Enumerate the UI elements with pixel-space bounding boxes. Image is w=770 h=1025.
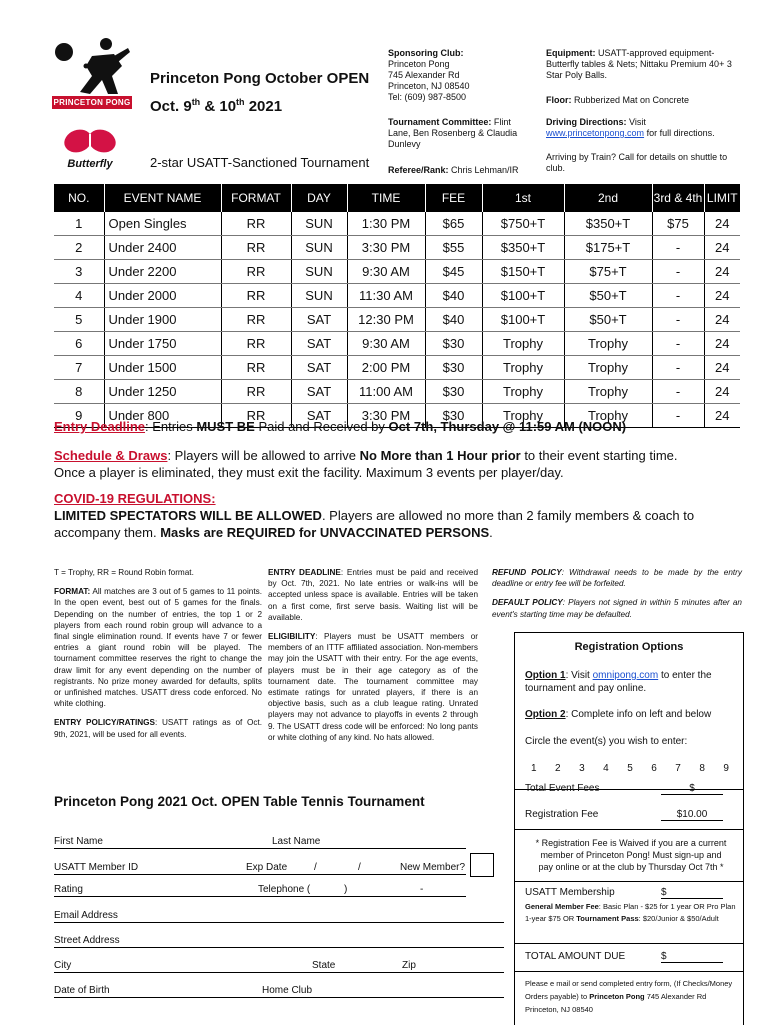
col-header: 3rd & 4th [652,184,704,212]
table-cell: 24 [704,284,740,308]
table-row [54,356,740,380]
col-header: DAY [291,184,347,212]
email-label: Email Address [54,910,118,921]
table-cell: 24 [704,236,740,260]
table-cell: 5 [54,308,104,332]
event-dates: Oct. 9th & 10th 2021 [150,97,283,115]
dob-line[interactable] [54,997,504,998]
table-cell: 8 [54,380,104,404]
event-number-list [531,763,729,774]
floor-info: Floor: Rubberized Mat on Concrete [546,95,690,105]
covid-notice: COVID-19 REGULATIONS: LIMITED SPECTATORS WILL BE ALLOWED. Players are allowed no more than 2 family members & coach to accompany them. Masks are REQUIRED for UNVACCINATED PERSONS. [54,491,695,540]
table-cell: Under 1750 [104,332,221,356]
table-cell: Trophy [482,332,564,356]
table-cell: $50+T [564,308,652,332]
table-cell: $30 [425,356,482,380]
schedule-notice: Schedule & Draws: Players will be allowed to arrive No More than 1 Hour prior to their event starting time. Once a player is eliminated, they must exit the facility. Maximum 3 events per player/day. [54,448,678,480]
col-header: FORMAT [221,184,291,212]
rating-label: Rating [54,884,83,895]
table-cell: 1:30 PM [347,212,425,236]
rules-column-1: T = Trophy, RR = Round Robin format. FORMAT: All matches are 3 out of 5 games to 11 points. In the open event, best out of 5 games for the finals. Depending on the number of entries, the top 1 or 2 players from each round robin group will advance to a final single elimination round. If events have 7 or fewer entries a giant round robin will be played. The tournament committee reserves the right to change the draw limit for any event depending on the number of registrants. No prize money awarded for defaults, splits or unfinished matches. USATT dress code enforced. No white clothing. ENTRY POLICY/RATINGS: USATT ratings as of Oct. 9th, 2021, will be used for all events. [54,568,263,739]
id-line[interactable] [54,874,466,875]
registration-fee-label: Registration Fee [525,809,599,820]
table-cell: Trophy [564,404,652,428]
train-info: Arriving by Train? Call for details on shuttle to club. [546,152,728,173]
butterfly-logo-icon [58,128,122,178]
table-cell: 2 [54,236,104,260]
rules-column-2: ENTRY DEADLINE: Entries must be paid and received by Oct. 7th, 2021. No late entries or walk-ins will be accepted unless space is available. Entries will be taken on a first come, first serve basis. Waiting list will be available. ELIGIBILITY: Players must be USATT members or members of an ITTF affiliated association. Non-members may join the USATT with their entry. For the age events, players must be in their age category as of the tournament date. The tournament committee may estimate ratings for unrated players, if there is an objective basis, such as a club league rating. Unrated players may not advance to playoffs in events 2 through 9. The USATT dress code will be enforced: No long pants or white clothing of any kind. No hats allowed. [268,568,479,742]
usatt-id-label: USATT Member ID [54,862,139,873]
table-cell: RR [221,236,291,260]
table-cell: 4 [54,284,104,308]
table-row [54,284,740,308]
new-member-label: New Member? [400,862,466,873]
table-cell: 24 [704,308,740,332]
table-cell: SAT [291,404,347,428]
table-cell: 24 [704,260,740,284]
entry-deadline-notice: Entry Deadline: Entries MUST BE Paid and Received by Oct 7th, Thursday @ 11:59 AM (NOON) [54,419,627,434]
table-cell: $75+T [564,260,652,284]
name-line[interactable] [54,848,466,849]
event-number-option[interactable]: 2 [555,763,561,774]
last-name-label: Last Name [272,836,321,847]
membership-note: General Member Fee: Basic Plan - $25 for 1 year OR Pro Plan 1-year $75 OR Tournament Pass: $20/Junior & $50/Adult [525,902,736,923]
table-cell: RR [221,284,291,308]
street-line[interactable] [54,947,504,948]
directions-link[interactable]: www.princetonpong.com [546,128,645,138]
table-cell: RR [221,332,291,356]
table-row [54,308,740,332]
table-cell: - [652,236,704,260]
sponsor-info: Sponsoring Club: Princeton Pong 745 Alexander Rd Princeton, NJ 08540 Tel: (609) 987-8500 [388,48,470,102]
table-cell: SUN [291,236,347,260]
event-number-option[interactable]: 3 [579,763,585,774]
exp-date-label: Exp Date [246,862,288,873]
table-cell: 12:30 PM [347,308,425,332]
table-cell: 9:30 AM [347,260,425,284]
total-due-label: TOTAL AMOUNT DUE [525,951,626,962]
table-cell: Under 2000 [104,284,221,308]
table-cell: $100+T [482,284,564,308]
event-number-option[interactable]: 7 [675,763,681,774]
table-cell: $175+T [564,236,652,260]
exp-date-sep: / [358,862,361,873]
table-cell: 3 [54,260,104,284]
event-number-option[interactable]: 4 [603,763,609,774]
table-cell: 11:00 AM [347,380,425,404]
option-2: Option 2: Complete info on left and below [525,709,712,720]
event-number-option[interactable]: 5 [627,763,633,774]
table-cell: Under 2200 [104,260,221,284]
table-cell: - [652,404,704,428]
page-subtitle: 2-star USATT-Sanctioned Tournament [150,155,370,170]
street-label: Street Address [54,935,120,946]
table-row [54,332,740,356]
table-cell: SAT [291,308,347,332]
events-header-row [54,184,740,212]
total-due-field[interactable]: $ [661,951,723,963]
table-cell: - [652,332,704,356]
table-row [54,380,740,404]
omnipong-link[interactable]: omnipong.com [592,670,659,681]
table-cell: 2:00 PM [347,356,425,380]
col-header: 1st [482,184,564,212]
table-cell: Trophy [482,356,564,380]
waived-note: * Registration Fee is Waived if you are a current member of Princeton Pong! Must sign-up and pay online or at the club by Thursday Oct 7th * [535,838,727,872]
table-cell: RR [221,356,291,380]
table-cell: 24 [704,212,740,236]
circle-instructions: Circle the event(s) you wish to enter: [525,736,688,747]
table-cell: - [652,356,704,380]
registration-title: Registration Options [574,641,684,653]
new-member-checkbox[interactable] [470,853,494,877]
table-cell: 1 [54,212,104,236]
state-label: State [312,960,336,971]
table-cell: 3:30 PM [347,236,425,260]
table-cell: Trophy [564,332,652,356]
table-cell: Under 1250 [104,380,221,404]
committee-info: Tournament Committee: Flint Lane, Ben Rosenberg & Claudia Dunlevy [388,117,518,149]
dob-label: Date of Birth [54,985,110,996]
directions-info: Driving Directions: Visit www.princetonpong.com for full directions. [546,117,715,138]
registration-options-box [514,632,744,1025]
table-cell: RR [221,260,291,284]
table-cell: - [652,260,704,284]
exp-date-sep: / [314,862,317,873]
table-cell: $75 [652,212,704,236]
membership-label: USATT Membership [525,887,615,898]
table-cell: $45 [425,260,482,284]
table-cell: 9:30 AM [347,332,425,356]
table-cell: 3:30 PM [347,404,425,428]
first-name-label: First Name [54,836,103,847]
event-number-option[interactable]: 9 [723,763,729,774]
telephone-dash: - [420,884,424,895]
city-line[interactable] [54,972,504,973]
table-cell: Open Singles [104,212,221,236]
membership-field[interactable]: $ [661,887,723,899]
equipment-info: Equipment: USATT-approved equipment- Butterfly tables & Nets; Nittaku Premium 40+ 3 Star Poly Balls. [546,48,732,80]
table-cell: $150+T [482,260,564,284]
table-cell: 24 [704,404,740,428]
total-event-fees-label: Total Event Fees [525,783,600,794]
table-cell: 11:30 AM [347,284,425,308]
table-cell: $40 [425,308,482,332]
option-1: Option 1: Visit omnipong.com to enter the tournament and pay online. [525,670,712,694]
city-label: City [54,960,72,971]
table-cell: 24 [704,380,740,404]
col-header: 2nd [564,184,652,212]
col-header: NO. [54,184,104,212]
event-number-option[interactable]: 6 [651,763,657,774]
table-cell: 24 [704,356,740,380]
rules-column-3: REFUND POLICY: Withdrawal needs to be made by the entry deadline or entry fee will be forfeited. DEFAULT POLICY: Players not signed in within 5 minutes after an event's starting time may be defaulted. [492,568,742,619]
email-line[interactable] [54,922,504,923]
table-cell: RR [221,212,291,236]
col-header: EVENT NAME [104,184,221,212]
table-cell: $30 [425,404,482,428]
table-cell: SAT [291,380,347,404]
table-cell: 6 [54,332,104,356]
table-cell: $65 [425,212,482,236]
table-cell: Trophy [564,356,652,380]
total-event-fees-field[interactable]: $ [661,783,723,795]
zip-label: Zip [402,960,416,971]
table-cell: SUN [291,284,347,308]
table-cell: Under 1900 [104,308,221,332]
table-row [54,236,740,260]
table-cell: $100+T [482,308,564,332]
table-cell: $55 [425,236,482,260]
col-header: LIMIT [704,184,740,212]
col-header: TIME [347,184,425,212]
telephone-label: Telephone ( [258,884,311,895]
table-cell: Trophy [564,380,652,404]
table-cell: Under 800 [104,404,221,428]
table-cell: $30 [425,332,482,356]
table-cell: SUN [291,260,347,284]
rating-line[interactable] [54,896,466,897]
table-cell: SUN [291,212,347,236]
registration-fee-value: $10.00 [661,809,723,821]
page-title: Princeton Pong October OPEN [150,70,370,87]
table-cell: 24 [704,332,740,356]
table-cell: RR [221,308,291,332]
telephone-paren: ) [344,884,348,895]
table-cell: Under 1500 [104,356,221,380]
table-row [54,212,740,236]
table-cell: $30 [425,380,482,404]
butterfly-wordmark: Butterfly [67,158,113,170]
logo-wordmark: PRINCETON PONG [53,98,131,107]
table-cell: - [652,284,704,308]
table-cell: 7 [54,356,104,380]
form-title: Princeton Pong 2021 Oct. OPEN Table Tennis Tournament [54,794,425,809]
event-number-option[interactable]: 8 [699,763,705,774]
table-cell: Trophy [482,380,564,404]
table-cell: RR [221,404,291,428]
table-cell: $750+T [482,212,564,236]
mail-note: Please e mail or send completed entry form, (If Checks/Money Orders payable) to Princeton Pong 745 Alexander Rd Princeton, NJ 08540 [525,979,733,1014]
table-cell: - [652,380,704,404]
table-cell: SAT [291,332,347,356]
event-number-option[interactable]: 1 [531,763,537,774]
col-header: FEE [425,184,482,212]
table-cell: $50+T [564,284,652,308]
table-cell: $350+T [564,212,652,236]
table-cell: Trophy [482,404,564,428]
table-cell: Under 2400 [104,236,221,260]
table-row [54,260,740,284]
home-club-label: Home Club [262,985,313,996]
table-cell: 9 [54,404,104,428]
table-cell: - [652,308,704,332]
table-cell: $350+T [482,236,564,260]
table-cell: SAT [291,356,347,380]
table-cell: $40 [425,284,482,308]
referee-info: Referee/Rank: Chris Lehman/IR [388,165,519,175]
table-cell: RR [221,380,291,404]
events-table [54,184,740,428]
